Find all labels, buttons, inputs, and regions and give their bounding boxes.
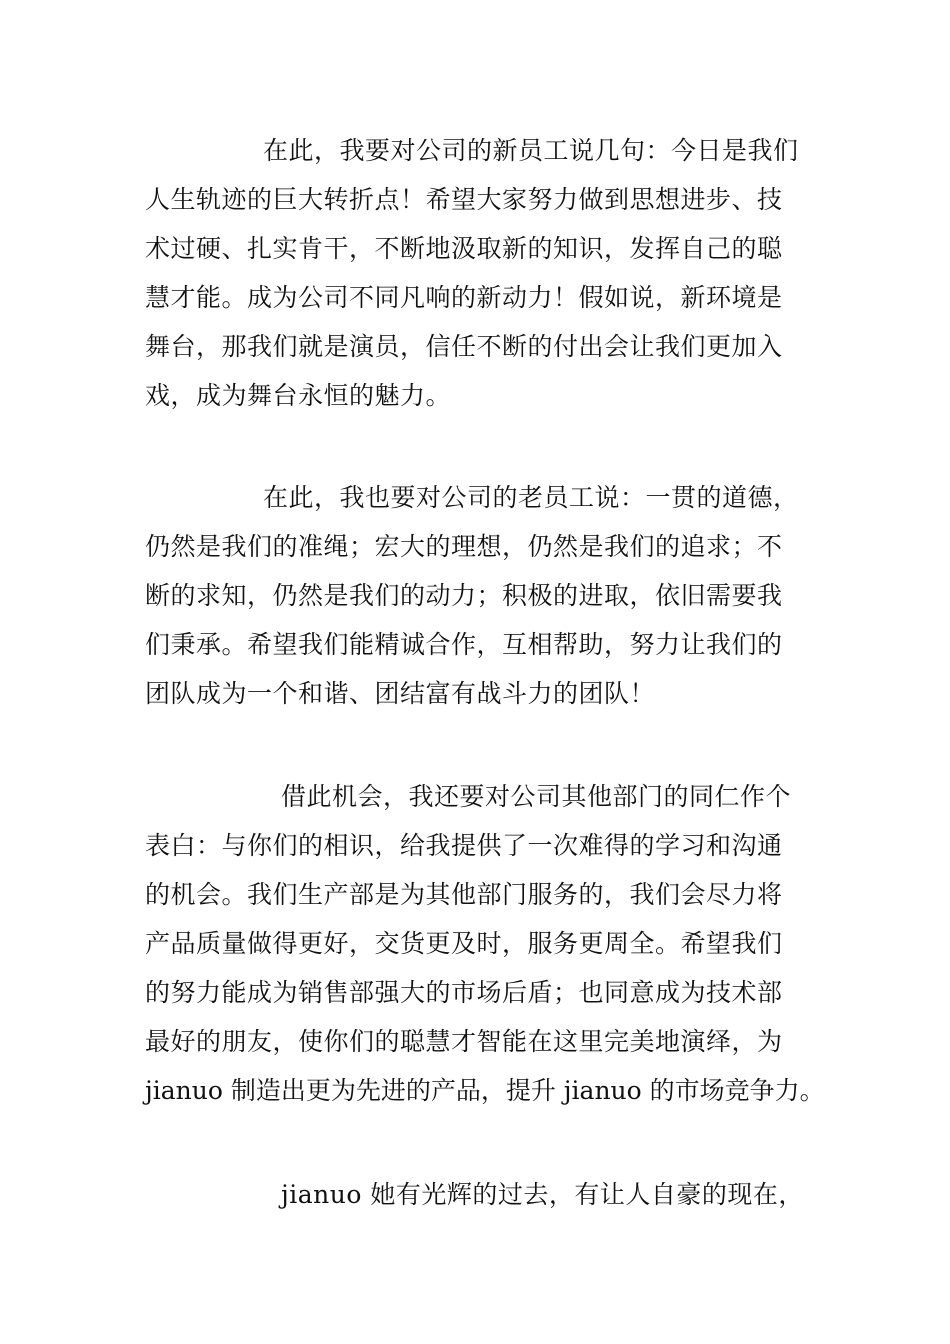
text-line: 产品质量做得更好，交货更及时，服务更周全。希望我们 [145,929,783,958]
text-line: jianuo 她有光辉的过去，有让人自豪的现在， [281,1180,804,1209]
text-line: 们秉承。希望我们能精诚合作，互相帮助，努力让我们的 [145,630,783,659]
text-line: jianuo 制造出更为先进的产品，提升 jianuo 的市场竞争力。 [145,1076,825,1105]
text-line: 在此，我也要对公司的老员工说：一贯的道德， [263,483,799,512]
text-line: 人生轨迹的巨大转折点！希望大家努力做到思想进步、技 [145,185,783,214]
text-line: 在此，我要对公司的新员工说几句：今日是我们 [263,136,799,165]
text-line: 术过硬、扎实肯干，不断地汲取新的知识，发挥自己的聪 [145,234,783,263]
text-line: 的努力能成为销售部强大的市场后盾；也同意成为技术部 [145,978,783,1007]
text-line: 慧才能。成为公司不同凡响的新动力！假如说，新环境是 [145,283,783,312]
paragraph-company-history [145,1170,815,1219]
text-line: 表白：与你们的相识，给我提供了一次难得的学习和沟通 [145,831,783,860]
text-line: 团队成为一个和谐、团结富有战斗力的团队！ [145,679,656,708]
paragraph-senior-employees [145,473,815,718]
text-line: 最好的朋友，使你们的聪慧才智能在这里完美地演绎，为 [145,1027,783,1056]
paragraph-other-departments [145,772,825,1115]
text-line: 断的求知，仍然是我们的动力；积极的进取，依旧需要我 [145,581,783,610]
text-line: 舞台，那我们就是演员，信任不断的付出会让我们更加入 [145,332,783,361]
text-line: 仍然是我们的准绳；宏大的理想，仍然是我们的追求；不 [145,532,783,561]
text-line: 借此机会，我还要对公司其他部门的同仁作个 [281,782,792,811]
text-line: 的机会。我们生产部是为其他部门服务的，我们会尽力将 [145,880,783,909]
paragraph-new-employees [145,126,815,420]
text-line: 戏，成为舞台永恒的魅力。 [145,381,452,410]
